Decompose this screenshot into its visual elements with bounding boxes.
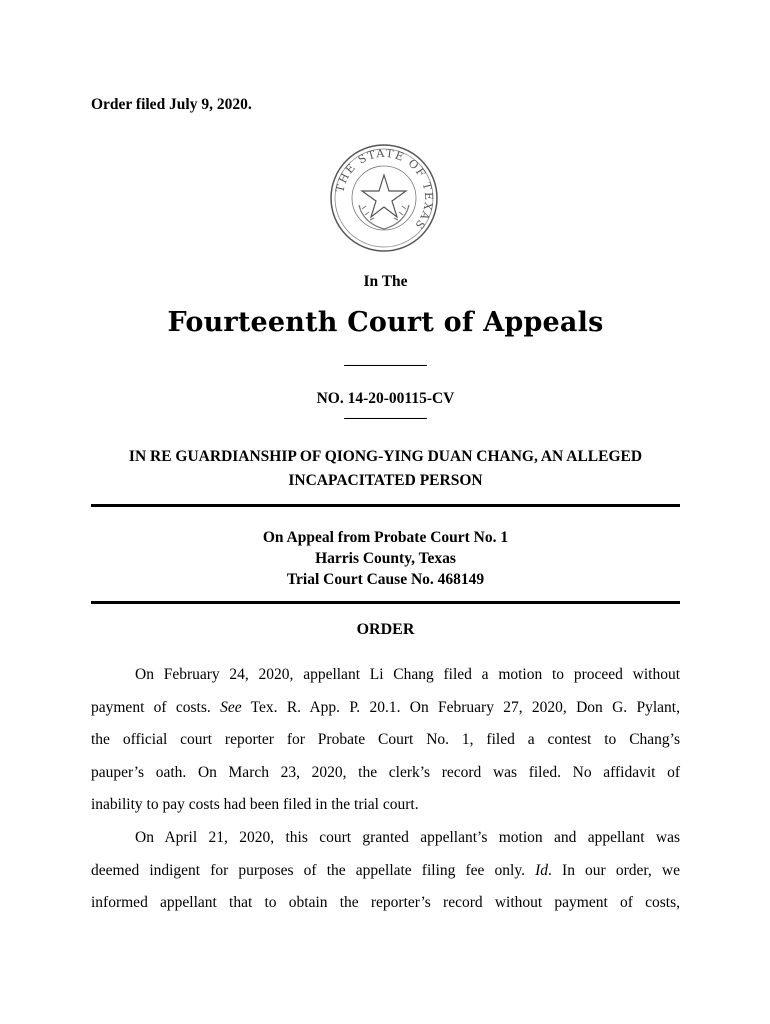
paragraph-line: informed appellant that to obtain the reporter’s record without payment of costs, [91, 894, 680, 912]
appeal-court: On Appeal from Probate Court No. 1 [262, 529, 509, 546]
order-paragraph [91, 659, 680, 822]
paragraph-line: On February 24, 2020, appellant Li Chang filed a motion to proceed without [135, 666, 680, 683]
order-filed-date: Order filed July 9, 2020. [91, 96, 252, 113]
appeal-info [91, 527, 680, 590]
text-run: payment of costs. [91, 698, 221, 716]
caption-line: INCAPACITATED PERSON [288, 472, 483, 489]
citation-signal: Id [535, 861, 549, 879]
court-name: Fourteenth Court of Appeals [167, 307, 604, 338]
in-the-label: In The [363, 273, 408, 290]
texas-state-seal-icon [329, 143, 439, 253]
paragraph-line: inability to pay costs had been filed in the trial court. [91, 796, 419, 814]
text-run: Tex. R. App. P. 20.1. On February 27, 2020, Don G. Pylant, [241, 698, 680, 716]
paragraph-line: the official court reporter for Probate Court No. 1, filed a contest to Chang’s [91, 731, 680, 749]
paragraph-line [91, 855, 680, 888]
appeal-county: Harris County, Texas [315, 550, 456, 567]
paragraph-line: pauper’s oath. On March 23, 2020, the clerk’s record was filed. No affidavit of [91, 763, 680, 781]
order-paragraph [91, 822, 680, 920]
docket-number: NO. 14-20-00115-CV [316, 390, 455, 407]
text-run: . In our order, we [548, 861, 680, 879]
text-run: deemed indigent for purposes of the appellate filing fee only. [91, 861, 536, 879]
caption-line: IN RE GUARDIANSHIP OF QIONG-YING DUAN CHANG, AN ALLEGED [128, 448, 643, 465]
horizontal-rule [91, 504, 680, 507]
separator-line: ___________ [344, 405, 427, 421]
paragraph-line: On April 21, 2020, this court granted appellant’s motion and appellant was [135, 829, 680, 846]
seal-text: THE STATE OF TEXAS [333, 146, 436, 233]
separator-line: ___________ [344, 352, 427, 368]
case-caption [91, 445, 680, 493]
citation-signal: See [220, 698, 242, 716]
order-heading: ORDER [356, 621, 415, 638]
trial-cause-number: Trial Court Cause No. 468149 [286, 571, 485, 588]
paragraph-line [91, 692, 680, 725]
horizontal-rule [91, 601, 680, 604]
